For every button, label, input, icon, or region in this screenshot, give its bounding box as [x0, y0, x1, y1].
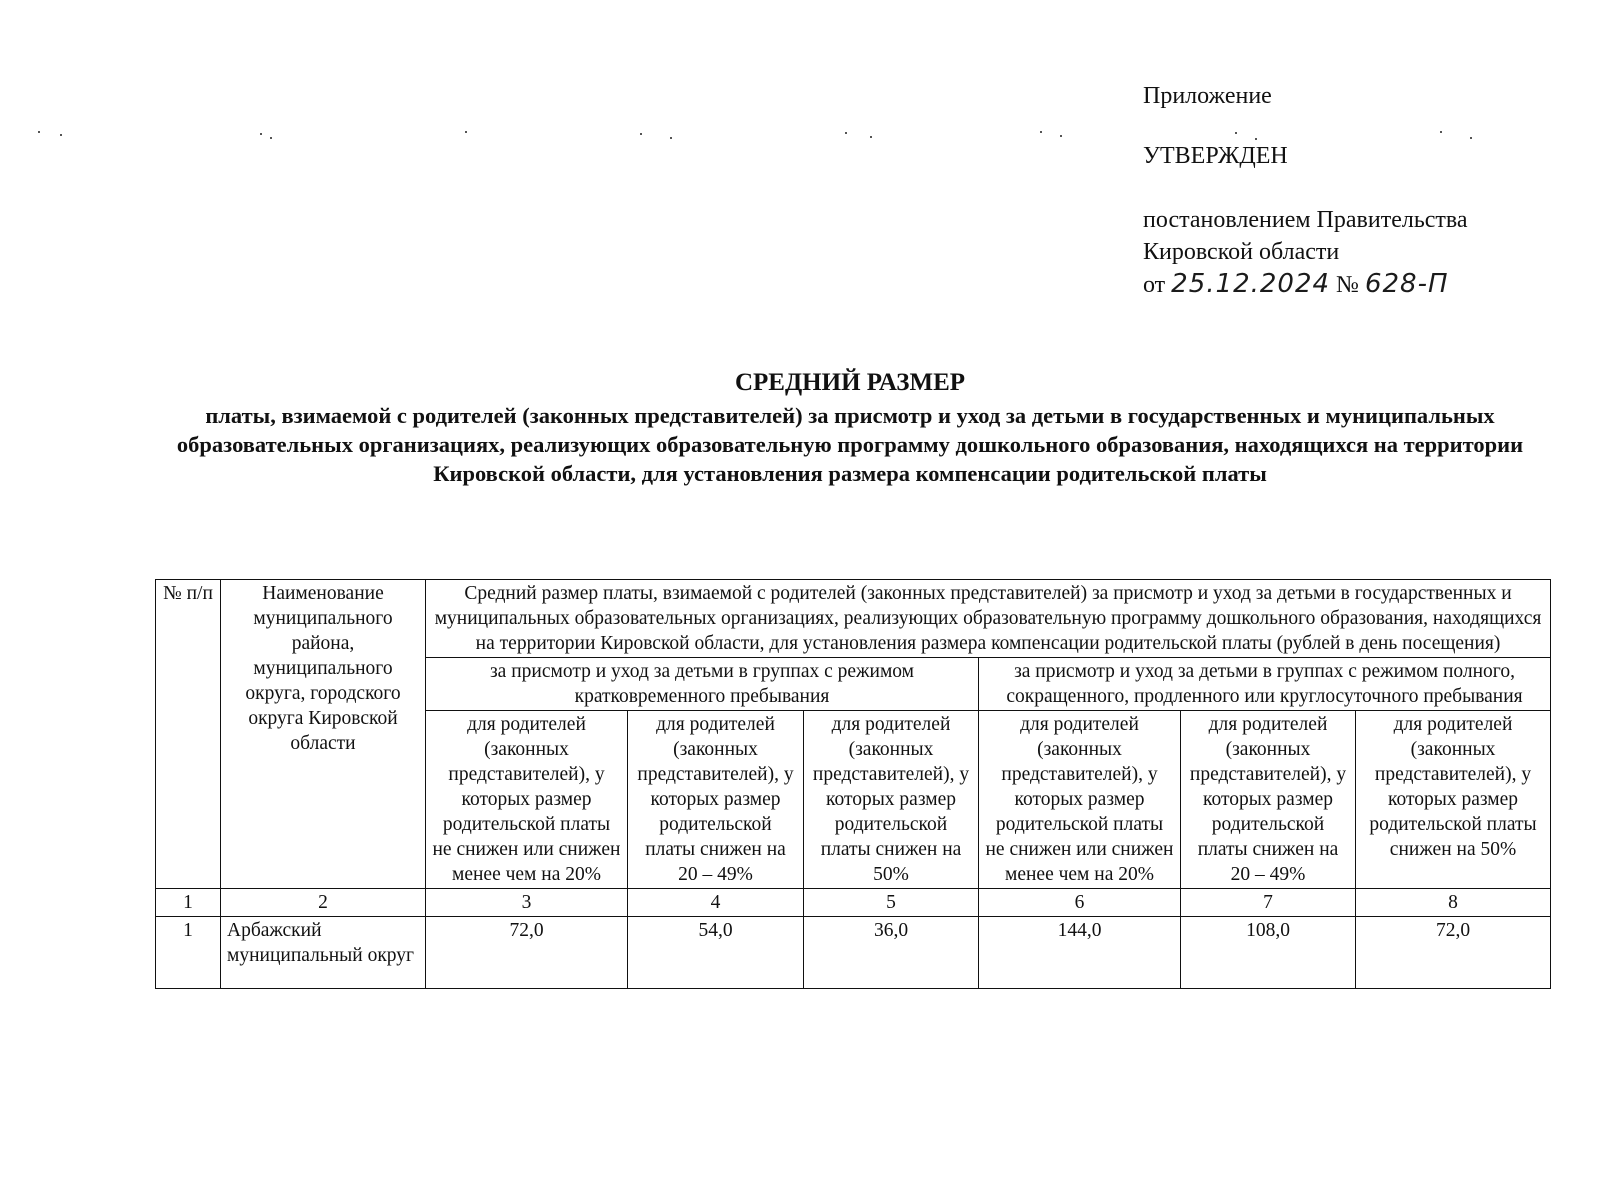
- approved-label: УТВЕРЖДЕН: [1143, 143, 1288, 169]
- column-number: 8: [1356, 889, 1551, 917]
- column-number: 3: [426, 889, 628, 917]
- row-value-col8: 72,0: [1356, 917, 1551, 989]
- column-number: 4: [628, 889, 804, 917]
- header-sub-col6: для родителей (законных представителей), у которых размер родительской платы не снижен или снижен менее чем на 20%: [979, 711, 1181, 889]
- row-value-col6: 144,0: [979, 917, 1181, 989]
- header-sub-col8: для родителей (законных представителей), у которых размер родительской платы снижен на 50%: [1356, 711, 1551, 889]
- column-number: 2: [221, 889, 426, 917]
- row-value-col7: 108,0: [1181, 917, 1356, 989]
- approval-stamp: [1143, 80, 1468, 301]
- column-number: 7: [1181, 889, 1356, 917]
- header-sub-col7: для родителей (законных представителей), у которых размер родительской платы снижен на 20 – 49%: [1181, 711, 1356, 889]
- header-full-stay: за присмотр и уход за детьми в группах с режимом полного, сокращенного, продленного или круглосуточного пребывания: [979, 658, 1551, 711]
- header-sub-col5: для родителей (законных представителей), у которых размер родительской платы снижен на 50%: [804, 711, 979, 889]
- header-sub-col4: для родителей (законных представителей), у которых размер родительской платы снижен на 20 – 49%: [628, 711, 804, 889]
- row-value-col5: 36,0: [804, 917, 979, 989]
- header-row-1: [156, 580, 1551, 658]
- approved-by-line1: постановлением Правительства: [1143, 207, 1468, 233]
- column-number: 5: [804, 889, 979, 917]
- number-label: №: [1336, 272, 1359, 298]
- resolution-reference: [1143, 268, 1468, 301]
- fee-table: [155, 579, 1551, 989]
- column-number: 6: [979, 889, 1181, 917]
- approved-by-line2: Кировской области: [1143, 239, 1340, 265]
- header-name: Наименование муниципального района, муниципального округа, городского округа Кировской области: [221, 580, 426, 889]
- row-num: 1: [156, 917, 221, 989]
- document-title: [160, 366, 1540, 488]
- title-subtitle: платы, взимаемой с родителей (законных представителей) за присмотр и уход за детьми в государственных и муниципальных образовательных организациях, реализующих образовательную программу дошкольного образования, находящихся на территории Кировской области, для установления размера компенсации родительской платы: [176, 403, 1524, 486]
- from-label: от: [1143, 272, 1166, 298]
- row-value-col4: 54,0: [628, 917, 804, 989]
- column-number: 1: [156, 889, 221, 917]
- appendix-label: Приложение: [1143, 83, 1272, 109]
- header-short-stay: за присмотр и уход за детьми в группах с режимом кратковременного пребывания: [426, 658, 979, 711]
- row-municipality-name: Арбажский муниципальный округ: [221, 917, 426, 989]
- table-row: [156, 917, 1551, 989]
- header-sub-col3: для родителей (законных представителей), у которых размер родительской платы не снижен или снижен менее чем на 20%: [426, 711, 628, 889]
- column-number-row: [156, 889, 1551, 917]
- title-main: СРЕДНИЙ РАЗМЕР: [734, 369, 966, 396]
- row-value-col3: 72,0: [426, 917, 628, 989]
- handwritten-date: 25.12.2024: [1171, 269, 1331, 299]
- handwritten-number: 628-П: [1364, 269, 1449, 299]
- header-num: № п/п: [156, 580, 221, 889]
- header-average-fee: Средний размер платы, взимаемой с родителей (законных представителей) за присмотр и уход за детьми в государственных и муниципальных образовательных организациях, реализующих образовательную программу дошкольного образования, находящихся на территории Кировской области, для установления размера компенсации родительской платы (рублей в день посещения): [426, 580, 1551, 658]
